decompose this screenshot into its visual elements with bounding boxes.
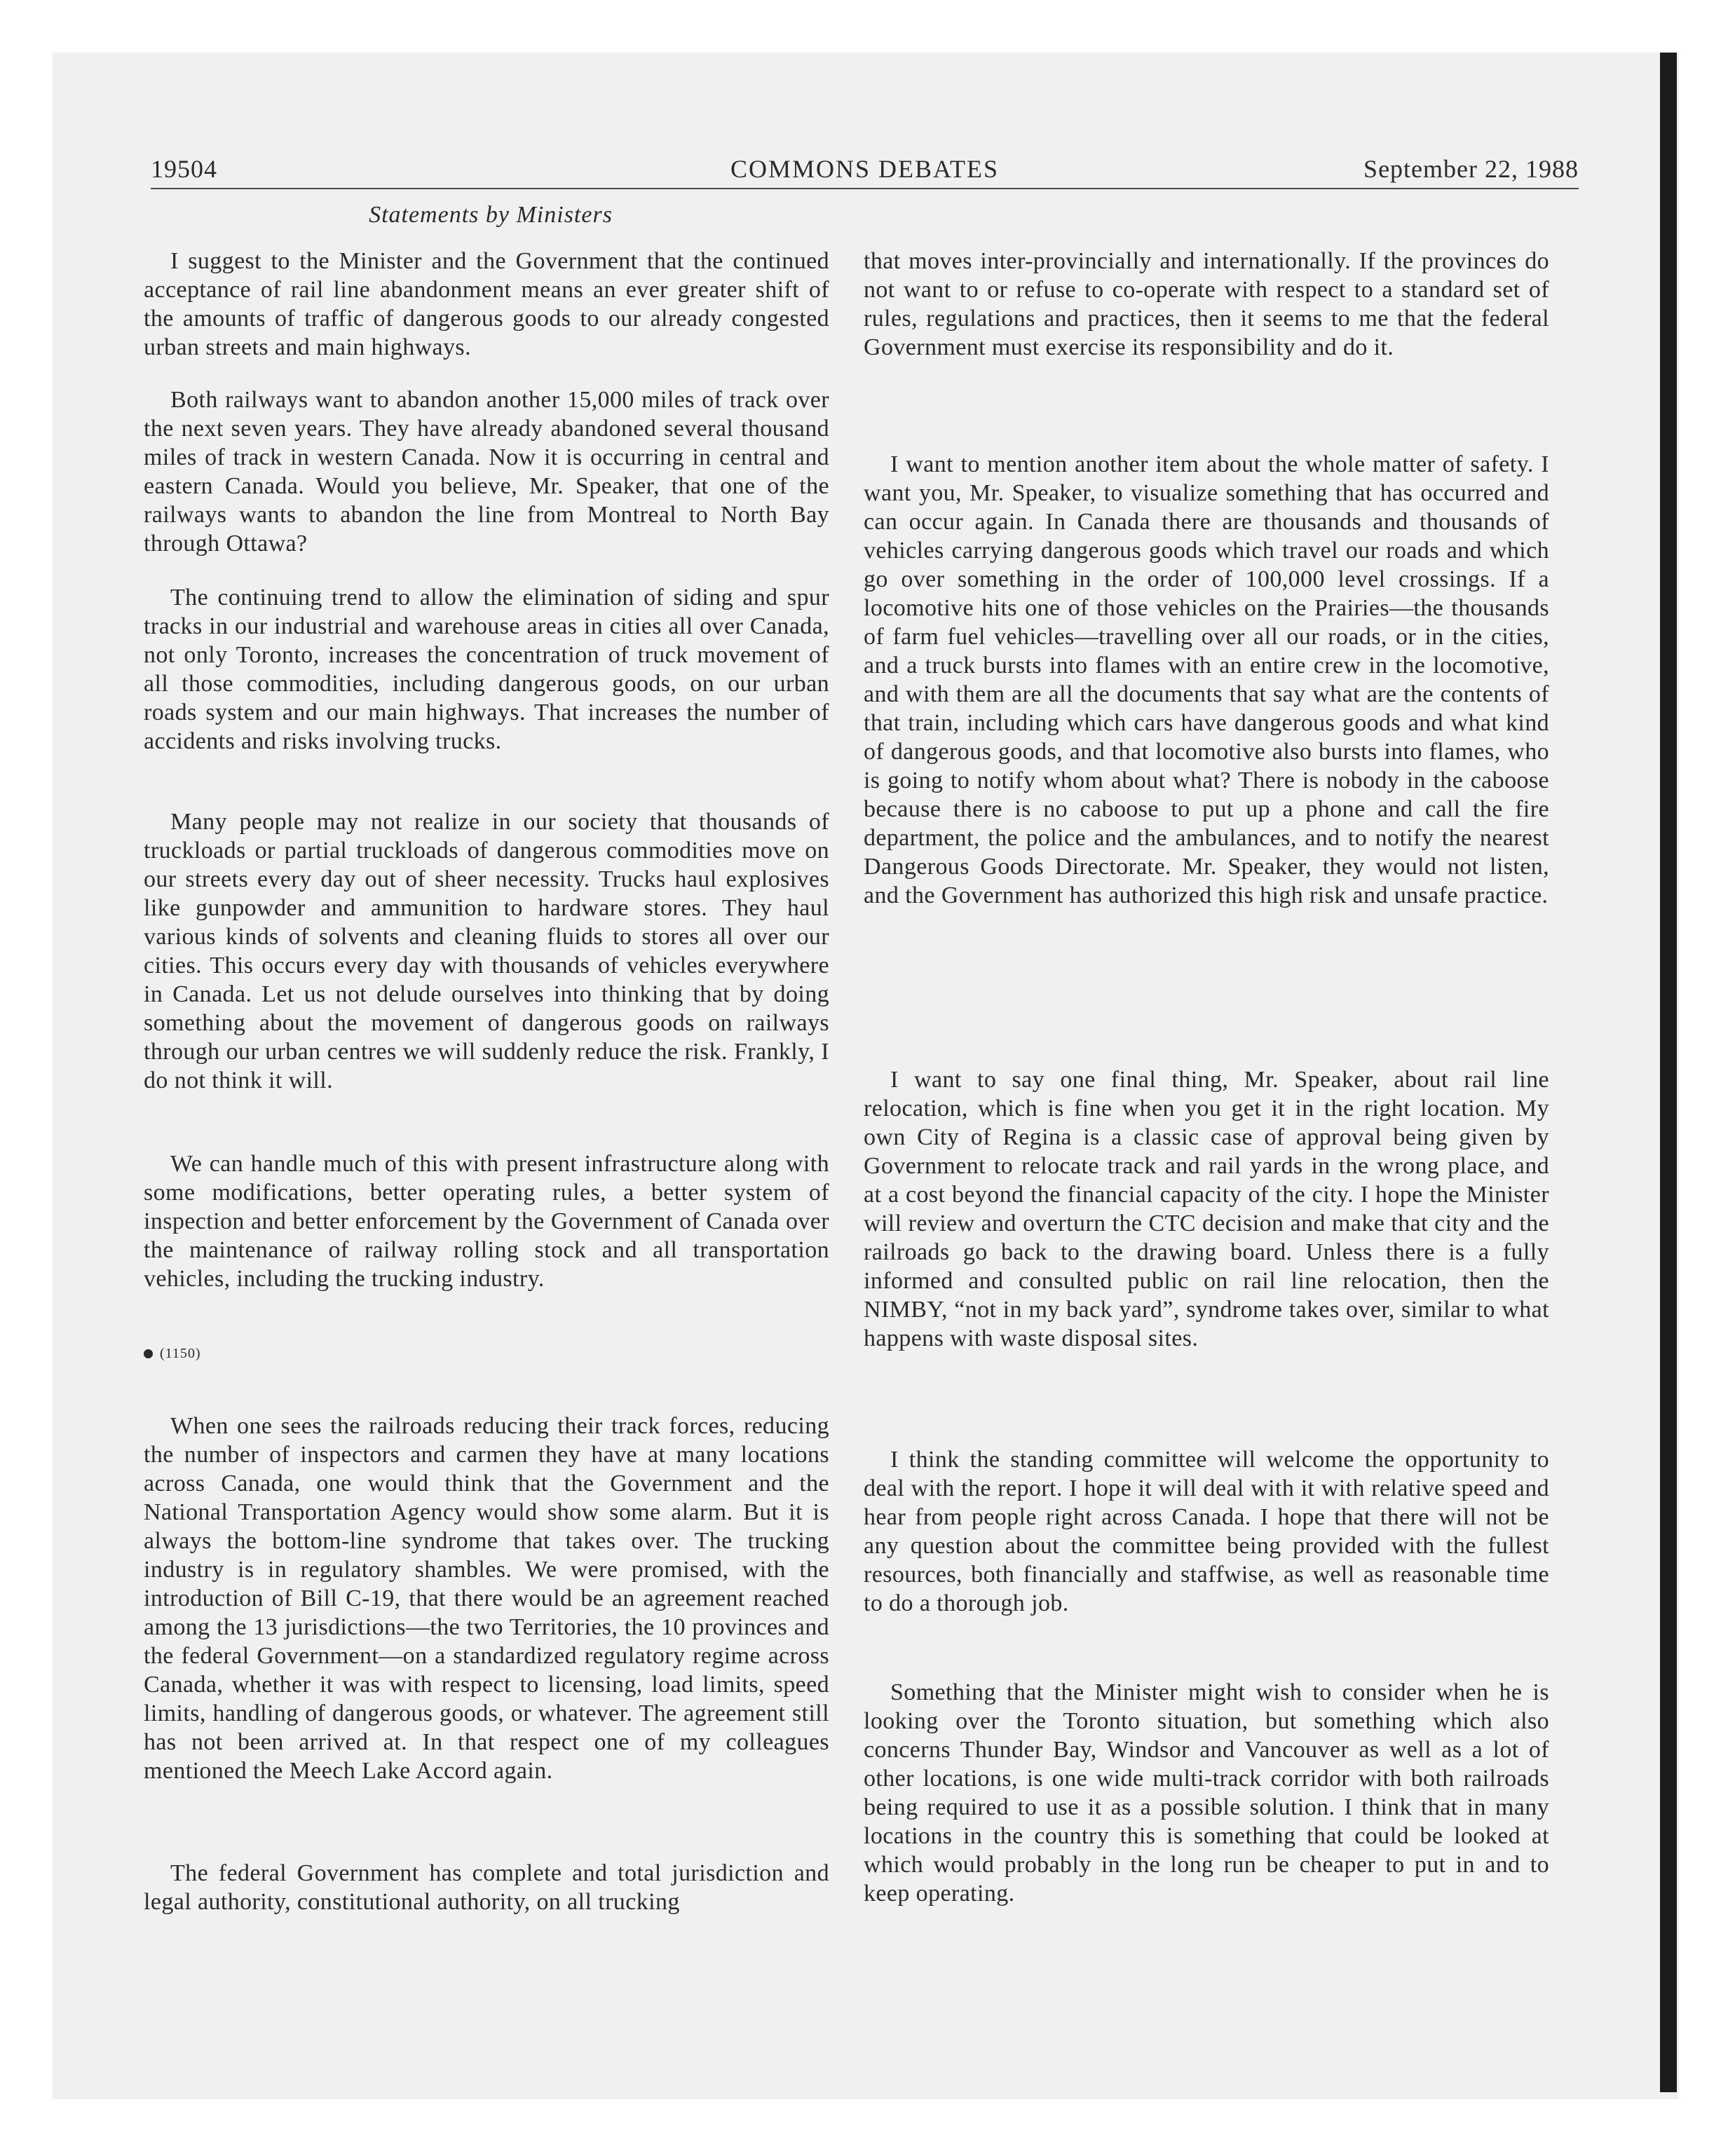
time-marker	[144, 1346, 201, 1362]
paragraph: Many people may not realize in our society that thousands of truckloads or partial truckloads of dangerous commodities move on our streets every day out of sheer necessity. Trucks haul explosives like gunpowder and ammunition to hardware stores. They haul various kinds of solvents and cleaning fluids to stores all over our cities. This occurs every day with thousands of vehicles everywhere in Canada. Let us not delude ourselves into thinking that by doing something about the movement of dangerous goods on railways through our urban centres we will suddenly reduce the risk. Frankly, I do not think it will.	[144, 809, 829, 1093]
paragraph: The federal Government has complete and total jurisdiction and legal authority, constitutional authority, on all trucking	[144, 1860, 829, 1915]
running-head	[151, 154, 1579, 189]
bullet-icon	[144, 1349, 153, 1358]
section-title: Statements by Ministers	[369, 202, 613, 228]
page-number: 19504	[151, 155, 217, 183]
header-rule	[151, 188, 1579, 189]
time-marker-label: (1150)	[160, 1346, 201, 1361]
paragraph: I want to say one final thing, Mr. Speaker, about rail line relocation, which is fine when you get it in the right location. My own City of Regina is a classic case of approval being given by Government to relocate track and rail yards in the wrong place, and at a cost beyond the financial capacity of the city. I hope the Minister will review and overturn the CTC decision and make that city and the railroads go back to the drawing board. Unless there is a fully informed and consulted public on rail line relocation, then the NIMBY, “not in my back yard”, syndrome takes over, similar to what happens with waste disposal sites.	[864, 1067, 1549, 1351]
scan-edge-bar	[1660, 53, 1677, 2092]
paragraph: that moves inter-provincially and internationally. If the provinces do not want to or refuse to co-operate with respect to a standard set of rules, regulations and practices, then it seems to me that the federal Government must exercise its responsibility and do it.	[864, 248, 1549, 360]
paragraph: I think the standing committee will welcome the opportunity to deal with the report. I hope it will deal with it with relative speed and hear from people right across Canada. I hope that there will not be any question about the committee being provided with the fullest resources, both financially and staffwise, as well as reasonable time to do a thorough job.	[864, 1447, 1549, 1616]
paragraph: I suggest to the Minister and the Government that the continued acceptance of rail line abandonment means an ever greater shift of the amounts of traffic of dangerous goods to our already congested urban streets and main highways.	[144, 248, 829, 360]
paragraph: We can handle much of this with present infrastructure along with some modifications, better operating rules, a better system of inspection and better enforcement by the Government of Canada over the maintenance of railway rolling stock and all transportation vehicles, including the trucking industry.	[144, 1151, 829, 1292]
paragraph: I want to mention another item about the whole matter of safety. I want you, Mr. Speaker, to visualize something that has occurred and can occur again. In Canada there are thousands and thousands of vehicles carrying dangerous goods which travel our roads and which go over something in the order of 100,000 level crossings. If a locomotive hits one of those vehicles on the Prairies—the thousands of farm fuel vehicles—travelling over all our roads, or in the cities, and a truck bursts into flames with an entire crew in the locomotive, and with them are all the documents that say what are the contents of that train, including which cars have dangerous goods and what kind of dangerous goods, and that locomotive also bursts into flames, who is going to notify whom about what? There is nobody in the caboose because there is no caboose to put up a phone and call the fire department, the police and the ambulances, and to notify the nearest Dangerous Goods Directorate. Mr. Speaker, they would not listen, and the Government has authorized this high risk and unsafe practice.	[864, 451, 1549, 908]
journal-title: COMMONS DEBATES	[730, 155, 1000, 183]
paragraph: Both railways want to abandon another 15,000 miles of track over the next seven years. They have already abandoned several thousand miles of track in western Canada. Now it is occurring in central and eastern Canada. Would you believe, Mr. Speaker, that one of the railways wants to abandon the line from Montreal to North Bay through Ottawa?	[144, 387, 829, 557]
paragraph: The continuing trend to allow the elimination of siding and spur tracks in our industrial and warehouse areas in cities all over Canada, not only Toronto, increases the concentration of truck movement of all those commodities, including dangerous goods, on our urban roads system and our main highways. That increases the number of accidents and risks involving trucks.	[144, 585, 829, 754]
publication-date: September 22, 1988	[1363, 155, 1579, 183]
paragraph: Something that the Minister might wish to consider when he is looking over the Toronto situation, but something which also concerns Thunder Bay, Windsor and Vancouver as well as a lot of other locations, is one wide multi-track corridor with both railroads being required to use it as a possible solution. I think that in many locations in the country this is something that could be looked at which would probably in the long run be cheaper to put in and to keep operating.	[864, 1679, 1549, 1906]
paragraph: When one sees the railroads reducing their track forces, reducing the number of inspectors and carmen they have at many locations across Canada, one would think that the Government and the National Transportation Agency would show some alarm. But it is always the bottom-line syndrome that takes over. The trucking industry is in regulatory shambles. We were promised, with the introduction of Bill C-19, that there would be an agreement reached among the 13 jurisdictions—the two Territories, the 10 provinces and the federal Government—on a standardized regulatory regime across Canada, whether it was with respect to licensing, load limits, speed limits, handling of dangerous goods, or whatever. The agreement still has not been arrived at. In that respect one of my colleagues mentioned the Meech Lake Accord again.	[144, 1413, 829, 1784]
